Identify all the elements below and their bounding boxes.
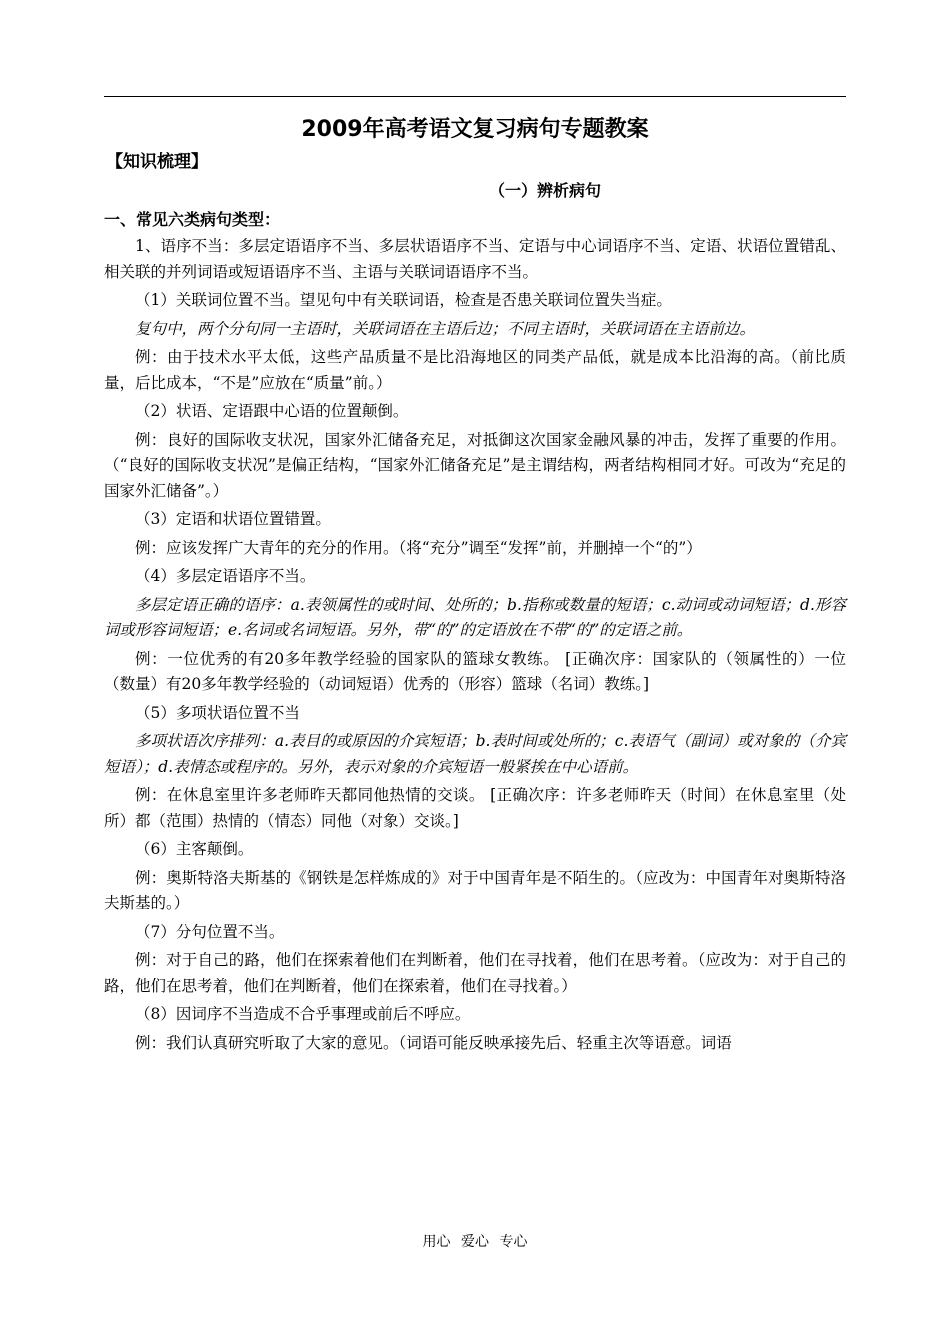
paragraph: （8）因词序不当造成不合乎事理或前后不呼应。 (135, 1005, 471, 1023)
page-footer: 用心 爱心 专心 (422, 1234, 528, 1250)
paragraph-list (104, 234, 846, 1056)
subsection-title: （一）辨析病句 (488, 181, 601, 200)
paragraph: 例：我们认真研究听取了大家的意见。（词语可能反映承接先后、轻重主次等语意。词语 (135, 1033, 732, 1052)
paragraph: （4）多层定语语序不当。 (135, 567, 316, 585)
section-label: 【知识梳理】 (106, 152, 208, 172)
document-title: 2009年高考语文复习病句专题教案 (301, 117, 649, 142)
paragraph: （1）关联词位置不当。望见句中有关联词语，检查是否患关联词位置失当症。 (135, 291, 672, 309)
paragraph: （2）状语、定语跟中心语的位置颠倒。 (135, 402, 409, 420)
paragraph: （6）主客颠倒。 (135, 840, 254, 858)
paragraph: 例：良好的国际收支状况，国家外汇储备充足，对抵御这次国家金融风暴的冲击，发挥了重要的作用。（“良好的国际收支状况”是偏正结构，“国家外汇储备充足”是主谓结构，两者结构相同才好。可改为“充足的国家外汇储备”。） (104, 430, 846, 500)
paragraph: 复句中，两个分句同一主语时，关联词语在主语后边；不同主语时，关联词语在主语前边。 (135, 319, 756, 338)
paragraph: 例：在休息室里许多老师昨天都同他热情的交谈。 [正确次序：许多老师昨天（时间）在休息室里（处所）都（范围）热情的（情态）同他（对象）交谈。] (104, 786, 846, 830)
paragraph: 例：一位优秀的有20多年教学经验的国家队的篮球女教练。 [正确次序：国家队的（领属性的）一位（数量）有20多年教学经验的（动词短语）优秀的（形容）篮球（名词）教练。] (104, 649, 846, 693)
heading-1: 一、常见六类病句类型： (104, 210, 281, 229)
header-rule (104, 96, 846, 97)
paragraph: （5）多项状语位置不当 (135, 703, 300, 722)
paragraph: 例：由于技术水平太低，这些产品质量不是比沿海地区的同类产品低，就是成本比沿海的高。（前比质量，后比成本，“不是”应放在“质量”前。） (104, 348, 846, 392)
paragraph: （3）定语和状语位置错置。 (135, 510, 331, 528)
document-body (104, 112, 846, 1059)
paragraph: 例：应该发挥广大青年的充分的作用。（将“充分”调至“发挥”前，并删掉一个“的”） (135, 538, 702, 557)
paragraph: （7）分句位置不当。 (135, 922, 285, 941)
paragraph: 1、语序不当：多层定语语序不当、多层状语语序不当、定语与中心词语序不当、定语、状语位置错乱、相关联的并列词语或短语语序不当、主语与关联词语语序不当。 (104, 237, 846, 281)
paragraph: 多层定语正确的语序：a.表领属性的或时间、处所的；b.指称或数量的短语；c.动词或动词短语；d.形容词或形容词短语；e.名词或名词短语。另外，带“的”的定语放在不带“的”的定语之前。 (104, 595, 846, 639)
paragraph: 多项状语次序排列：a.表目的或原因的介宾短语；b.表时间或处所的；c.表语气（副词）或对象的（介宾短语）；d.表情态或程序的。另外，表示对象的介宾短语一般紧挨在中心语前。 (104, 732, 846, 776)
paragraph: 例：奥斯特洛夫斯基的《钢铁是怎样炼成的》对于中国青年是不陌生的。（应改为：中国青年对奥斯特洛夫斯基的。） (104, 868, 846, 912)
paragraph: 例：对于自己的路，他们在探索着他们在判断着，他们在寻找着，他们在思考着。（应改为：对于自己的路，他们在思考着，他们在判断着，他们在探索着，他们在寻找着。） (104, 951, 846, 995)
